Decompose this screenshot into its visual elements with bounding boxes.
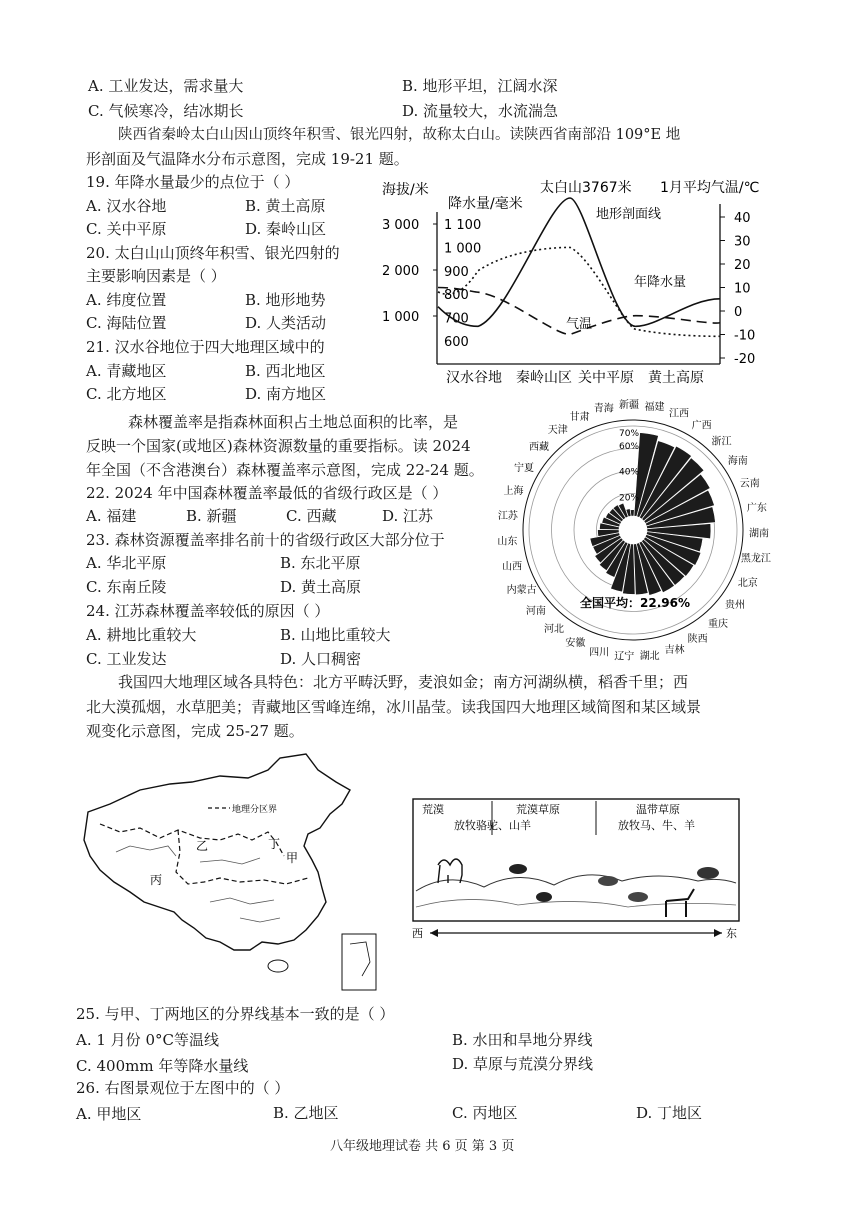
q23-option-b: B. 东北平原 <box>280 554 361 572</box>
sheep-figure-2 <box>628 892 648 902</box>
q20-option-d: D. 人类活动 <box>245 314 327 332</box>
province-label: 海南 <box>727 456 748 468</box>
province-label: 福建 <box>644 401 665 413</box>
activity-horse-cattle-sheep: 放牧马、牛、羊 <box>618 819 695 832</box>
q26-option-b: B. 乙地区 <box>273 1104 339 1122</box>
province-label: 北京 <box>737 577 758 589</box>
intro-22-24-line1: 森林覆盖率是指森林面积占土地总面积的比率，是 <box>128 413 459 431</box>
q22-stem: 22. 2024 年中国森林覆盖率最低的省级行政区是（ ） <box>86 484 448 502</box>
q19-option-c: C. 关中平原 <box>86 220 167 238</box>
national-average-label: 全国平均：22.96% <box>580 596 690 610</box>
cattle-figure <box>697 867 719 879</box>
q24-option-c: C. 工业发达 <box>86 650 167 668</box>
precipitation-tick-label: 900 <box>444 264 469 280</box>
q25-option-c: C. 400mm 年等降水量线 <box>76 1057 249 1075</box>
temperature-tick-label: 30 <box>734 234 751 250</box>
province-label: 天津 <box>547 424 568 436</box>
label-bing: 丙 <box>150 873 163 887</box>
intro-25-27-line3: 观变化示意图，完成 25-27 题。 <box>86 722 304 740</box>
q26-option-c: C. 丙地区 <box>452 1104 518 1122</box>
activity-camel-goat: 放牧骆驼、山羊 <box>454 819 531 832</box>
intro-25-27-line2: 北大漠孤烟，水草肥美；青藏地区雪峰连绵，冰川晶莹。读我国四大地理区域简图和某区域景 <box>86 698 702 716</box>
china-regions-map <box>80 752 400 997</box>
province-label: 上海 <box>503 485 524 497</box>
q21-option-b: B. 西北地区 <box>245 362 326 380</box>
q24-option-d: D. 人口稠密 <box>280 650 362 668</box>
terrain-line-label: 地形剖面线 <box>596 207 662 222</box>
province-label: 辽宁 <box>614 651 635 663</box>
province-label: 广东 <box>746 503 767 515</box>
province-label: 吉林 <box>664 644 685 656</box>
elevation-tick-label: 3 000 <box>382 218 420 233</box>
landscape-transition-diagram <box>408 797 744 943</box>
temperature-tick-label: 20 <box>734 258 751 273</box>
zone-temperate-steppe: 温带草原 <box>636 803 680 816</box>
forest-coverage-radial-chart <box>488 392 778 674</box>
intro-19-21-line1: 陕西省秦岭太白山因山顶终年积雪、银光四射，故称太白山。读陕西省南部沿 109°E 地 <box>118 127 681 143</box>
ring-label: 60% <box>619 441 640 452</box>
province-label: 江苏 <box>497 510 518 522</box>
elevation-tick-label: 2 000 <box>382 264 420 279</box>
q25-stem: 25. 与甲、丁两地区的分界线基本一致的是（ ） <box>76 1005 395 1023</box>
precipitation-line-label: 年降水量 <box>634 275 687 290</box>
q25-option-d: D. 草原与荒漠分界线 <box>452 1055 594 1073</box>
coverage-bar <box>630 510 634 516</box>
east-label: 东 <box>726 927 737 940</box>
province-label: 广西 <box>691 420 712 432</box>
q22-option-b: B. 新疆 <box>186 507 237 525</box>
province-label: 安徽 <box>565 638 586 650</box>
temperature-line-label: 气温 <box>566 317 593 332</box>
intro-19-21-line2: 形剖面及气温降水分布示意图，完成 19-21 题。 <box>86 150 409 168</box>
province-label: 河北 <box>543 624 564 636</box>
temperature-ticks <box>720 211 755 367</box>
q20-stem-line1: 20. 太白山山顶终年积雪、银光四射的 <box>86 244 340 262</box>
province-label: 浙江 <box>711 436 732 448</box>
precipitation-tick-label: 1 100 <box>444 218 482 233</box>
q24-stem: 24. 江苏森林覆盖率较低的原因（ ） <box>86 602 330 620</box>
precipitation-tick-label: 700 <box>444 311 469 327</box>
ring-label: 70% <box>619 429 640 439</box>
terrain-profile-chart <box>380 172 780 394</box>
q24-option-a: A. 耕地比重较大 <box>86 626 197 644</box>
q20-stem-line2: 主要影响因素是（ ） <box>86 267 226 285</box>
sheep-figure <box>598 876 618 886</box>
temperature-tick-label: -10 <box>734 328 756 344</box>
coverage-bars <box>590 433 715 596</box>
q18-option-c: C. 气候寒冷，结冰期长 <box>88 102 244 120</box>
province-label: 山东 <box>497 536 518 548</box>
precipitation-tick-label: 600 <box>444 335 469 350</box>
precipitation-tick-label: 800 <box>444 288 469 304</box>
province-label: 重庆 <box>708 618 729 630</box>
province-label: 河南 <box>525 606 546 618</box>
q19-option-b: B. 黄土高原 <box>245 197 326 215</box>
province-label: 贵州 <box>725 599 746 611</box>
q23-stem: 23. 森林资源覆盖率排名前十的省级行政区大部分位于 <box>86 531 445 549</box>
q19-stem: 19. 年降水量最少的点位于（ ） <box>86 173 300 191</box>
q20-option-a: A. 纬度位置 <box>86 291 167 309</box>
province-label: 新疆 <box>619 400 640 412</box>
elevation-ticks <box>382 218 437 325</box>
precipitation-ticks <box>444 218 481 350</box>
temperature-tick-label: 0 <box>734 305 743 320</box>
q18-option-d: D. 流量较大，水流湍急 <box>402 102 559 120</box>
label-yi: 乙 <box>196 839 209 853</box>
province-label: 山西 <box>502 561 523 573</box>
temperature-axis-title: 1月平均气温/℃ <box>660 180 760 196</box>
province-label: 甘肃 <box>569 411 590 423</box>
label-ding: 丁 <box>268 837 281 851</box>
ring-label: 20% <box>619 493 640 504</box>
china-outline <box>84 754 350 950</box>
province-label: 湖北 <box>639 650 660 662</box>
precip-axis-title: 降水量/毫米 <box>448 196 523 212</box>
south-china-sea-inset <box>342 934 376 990</box>
province-label: 江西 <box>669 408 690 420</box>
map-legend-label: 地理分区界 <box>232 805 278 815</box>
intro-25-27-line1: 我国四大地理区域各具特色：北方平畴沃野，麦浪如金；南方河湖纵横，稻香千里；西 <box>118 673 689 691</box>
q26-option-a: A. 甲地区 <box>76 1105 142 1123</box>
province-label: 四川 <box>589 647 610 659</box>
elevation-tick-label: 1 000 <box>382 310 420 325</box>
q25-option-b: B. 水田和旱地分界线 <box>452 1031 593 1049</box>
q22-option-c: C. 西藏 <box>286 507 337 525</box>
intro-22-24-line2: 反映一个国家(或地区)森林资源数量的重要指标。读 2024 <box>86 437 471 455</box>
west-label: 西 <box>412 927 423 940</box>
scene-frame <box>413 799 739 921</box>
region-label: 秦岭山区 <box>516 370 572 386</box>
q20-option-c: C. 海陆位置 <box>86 314 167 332</box>
precipitation-tick-label: 1 000 <box>444 241 482 257</box>
peak-label: 太白山3767米 <box>540 180 632 196</box>
q26-option-d: D. 丁地区 <box>636 1104 703 1122</box>
province-label: 内蒙古 <box>506 585 537 597</box>
hainan-island <box>268 960 288 972</box>
q21-option-a: A. 青藏地区 <box>86 362 167 380</box>
zone-desert: 荒漠 <box>422 803 444 816</box>
q26-stem: 26. 右图景观位于左图中的（ ） <box>76 1079 290 1097</box>
region-label: 关中平原 <box>578 370 634 386</box>
province-label: 黑龙江 <box>740 553 771 565</box>
q22-option-a: A. 福建 <box>86 507 137 525</box>
q18-option-b: B. 地形平坦，江阔水深 <box>402 77 558 95</box>
q23-option-c: C. 东南丘陵 <box>86 578 167 596</box>
province-label: 西藏 <box>528 442 549 454</box>
region-label: 黄土高原 <box>648 370 704 386</box>
q19-option-d: D. 秦岭山区 <box>245 220 327 238</box>
zone-desert-steppe: 荒漠草原 <box>516 803 560 816</box>
q21-option-d: D. 南方地区 <box>245 385 327 403</box>
temperature-tick-label: -20 <box>734 352 756 367</box>
goat-figure-2 <box>536 892 552 902</box>
q21-stem: 21. 汉水谷地位于四大地理区域中的 <box>86 338 325 356</box>
temperature-tick-label: 10 <box>734 281 751 297</box>
region-label: 汉水谷地 <box>446 370 502 386</box>
q21-option-c: C. 北方地区 <box>86 385 167 403</box>
province-label: 云南 <box>739 478 760 490</box>
temperature-tick-label: 40 <box>734 211 751 226</box>
q23-option-d: D. 黄土高原 <box>280 578 362 596</box>
province-label: 青海 <box>593 403 614 415</box>
q24-option-b: B. 山地比重较大 <box>280 626 391 644</box>
province-label: 湖南 <box>748 528 769 540</box>
q22-option-d: D. 江苏 <box>382 507 434 525</box>
elevation-axis-title: 海拔/米 <box>382 182 429 198</box>
q18-option-a: A. 工业发达，需求量大 <box>88 77 244 95</box>
q19-option-a: A. 汉水谷地 <box>86 197 167 215</box>
page-footer: 八年级地理试卷 共 6 页 第 3 页 <box>330 1139 515 1154</box>
q23-option-a: A. 华北平原 <box>86 554 167 572</box>
region-labels <box>446 369 704 386</box>
province-label: 陕西 <box>687 634 708 646</box>
q20-option-b: B. 地形地势 <box>245 291 326 309</box>
ring-label: 40% <box>619 467 640 478</box>
goat-figure <box>509 864 527 874</box>
intro-22-24-line3: 年全国（不含港澳台）森林覆盖率示意图，完成 22-24 题。 <box>86 461 484 479</box>
province-label: 宁夏 <box>514 462 535 474</box>
q25-option-a: A. 1 月份 0°C等温线 <box>76 1031 219 1049</box>
label-jia: 甲 <box>286 851 299 865</box>
